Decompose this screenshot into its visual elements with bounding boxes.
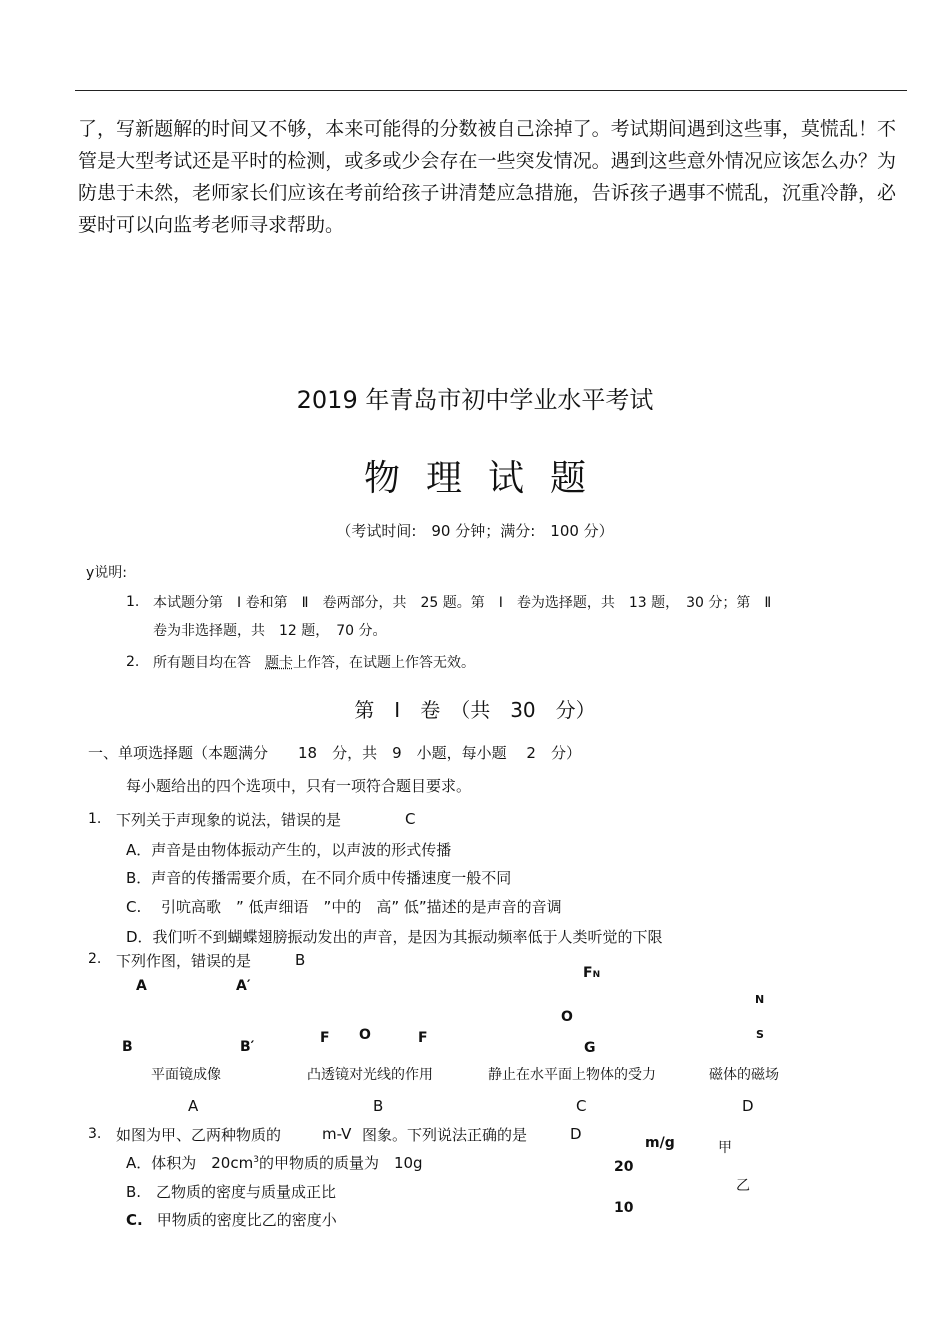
q1-option-c: C. 引吭高歌 ” 低声细语 ”中的 高” 低”描述的是声音的音调 [126, 898, 562, 916]
intro-paragraph: 了，写新题解的时间又不够，本来可能得的分数被自己涂掉了。考试期间遇到这些事，莫慌乱！不管是大型考试还是平时的检测，或多或少会存在一些突发情况。遇到这些意外情况应该怎么办？为防患于未然，老师家长们应该在考前给孩子讲清楚应急措施，告诉孩子遇事不慌乱，沉重冷静，必要时可以向监考老师寻求帮助。 [78, 118, 896, 236]
q3-option-a-middle: 的甲物质的质量为 [258, 1154, 394, 1172]
note-2-text-end: 上作答，在试题上作答无效。 [293, 655, 475, 671]
fig-c-label-fn-f: F [583, 965, 593, 981]
letter-a: A [188, 1097, 199, 1115]
fig-a-label-a-prime: A′ [236, 978, 251, 994]
header-rule [75, 90, 907, 91]
q3-option-a-exponent: 3 [253, 1155, 259, 1165]
fig-c-label-fn-n: N [592, 970, 601, 980]
q1-option-d: D．我们听不到蝴蝶翅膀振动发出的声音，是因为其振动频率低于人类听觉的下限 [126, 928, 663, 946]
q1-option-b: B．声音的传播需要介质，在不同介质中传播速度一般不同 [126, 869, 512, 887]
caption-c: 静止在水平面上物体的受力 [488, 1067, 656, 1083]
q3-option-c-text: 甲物质的密度比乙的密度小 [156, 1211, 337, 1229]
notes-heading: y说明: [86, 565, 128, 581]
q3-option-c-label: C. [126, 1211, 143, 1229]
section-title: 第 Ⅰ 卷 （共 30 分） [354, 698, 596, 722]
note-2-emphasis: 题卡 [265, 655, 293, 671]
caption-d: 磁体的磁场 [709, 1067, 779, 1083]
exam-info: （考试时间: 90 分钟；满分: 100 分） [336, 522, 614, 540]
fig-c-label-o: O [561, 1009, 573, 1025]
fig-b-label-f-left: F [320, 1030, 330, 1046]
graph-label-yi: 乙 [736, 1178, 750, 1194]
q2-number: 2. [88, 951, 102, 967]
q3-answer: D [570, 1125, 582, 1143]
graph-tick-20: 20 [614, 1159, 634, 1175]
q3-stem-part-1: 如图为甲、乙两种物质的 [116, 1126, 282, 1144]
q3-stem-part-2: 图象。下列说法正确的是 [362, 1126, 528, 1144]
subject-title: 物理试题 [363, 458, 612, 499]
caption-a: 平面镜成像 [151, 1067, 221, 1083]
note-2 [153, 652, 475, 672]
q1-number: 1. [88, 811, 102, 827]
exam-title: 2019 年青岛市初中学业水平考试 [296, 386, 654, 414]
caption-b: 凸透镜对光线的作用 [307, 1067, 433, 1083]
q3-option-a-start: A．体积为 [126, 1154, 212, 1172]
fig-c-label-g: G [584, 1040, 596, 1056]
letter-d: D [742, 1097, 754, 1115]
note-1-line-1: 本试题分第 Ⅰ 卷和第 Ⅱ 卷两部分，共 25 题。第 Ⅰ 卷为选择题，共 13 题， 30 分；第 Ⅱ [153, 595, 772, 611]
q2-answer: B [295, 951, 306, 969]
graph-tick-10: 10 [614, 1200, 634, 1216]
q3-option-a [126, 1152, 423, 1173]
q1-option-a: A．声音是由物体振动产生的，以声波的形式传播 [126, 841, 452, 859]
letter-b: B [373, 1097, 384, 1115]
graph-y-unit: m/g [645, 1135, 675, 1151]
fig-a-label-a: A [136, 978, 147, 994]
part1-instruction: 每小题给出的四个选项中，只有一项符合题目要求。 [126, 777, 472, 795]
q2-stem: 下列作图，错误的是 [116, 952, 252, 970]
fig-b-label-f-right: F [418, 1030, 428, 1046]
note-1-line-2: 卷为非选择题，共 12 题， 70 分。 [153, 623, 387, 639]
fig-d-label-n: N [755, 993, 765, 1006]
graph-label-jia: 甲 [718, 1140, 732, 1156]
q3-stem-mv: m-V [322, 1125, 352, 1143]
letter-c: C [576, 1097, 587, 1115]
note-1-number: 1. [126, 594, 140, 610]
note-2-text-start: 所有题目均在答 [153, 655, 265, 671]
fig-c-label-fn [583, 965, 600, 981]
note-2-number: 2. [126, 654, 140, 670]
fig-d-label-s: S [756, 1028, 764, 1041]
q3-option-b: B. 乙物质的密度与质量成正比 [126, 1183, 337, 1201]
fig-a-label-b-prime: B′ [240, 1039, 255, 1055]
fig-a-label-b: B [122, 1039, 133, 1055]
part1-heading: 一、单项选择题（本题满分 18 分，共 9 小题，每小题 2 分） [88, 744, 581, 762]
q1-stem: 下列关于声现象的说法，错误的是 [116, 811, 342, 829]
q3-option-a-mass: 10g [393, 1154, 423, 1172]
q1-answer: C [405, 810, 416, 828]
q3-number: 3. [88, 1126, 102, 1142]
fig-b-label-o: O [359, 1027, 371, 1043]
q3-option-c [126, 1209, 337, 1230]
q3-option-a-volume: 20cm [211, 1154, 254, 1172]
